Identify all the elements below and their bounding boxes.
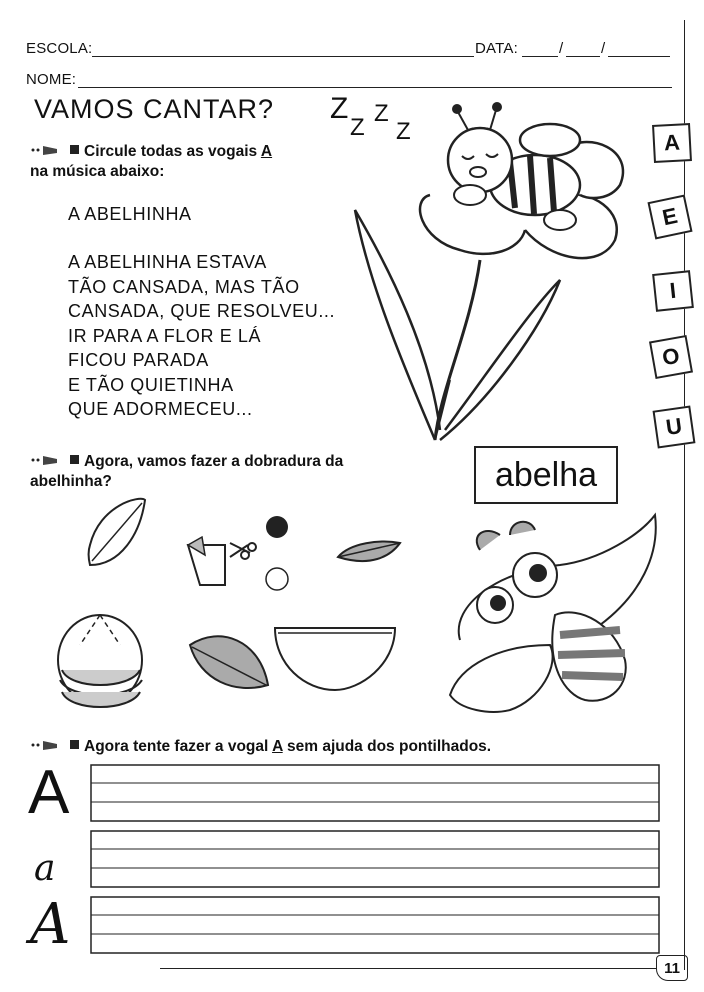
page-margin-line (684, 20, 685, 970)
song-line[interactable]: QUE ADORMECEU... (68, 399, 253, 419)
date-separator: / (601, 40, 606, 57)
origami-steps-illustration (40, 495, 680, 730)
vowel-card-o[interactable] (649, 335, 693, 379)
instruction-write-vowel (30, 737, 491, 757)
practice-letter-uppercase-cursive: A (30, 892, 71, 957)
practice-letter-lowercase-cursive: a (34, 848, 56, 889)
school-line[interactable] (92, 56, 474, 57)
bee-on-flower-illustration (350, 100, 650, 460)
vowel-letter: U (664, 413, 684, 440)
instruction-text-end: sem ajuda dos pontilhados. (282, 738, 492, 755)
instruction-text-line2: na música abaixo: (30, 163, 165, 180)
name-label: NOME: (26, 71, 77, 88)
pencil-bullet-icon (30, 737, 80, 757)
footer-line (160, 968, 656, 969)
song-title[interactable]: A ABELHINHA (68, 204, 192, 224)
highlighted-vowel: A (260, 143, 273, 160)
pencil-bullet-icon (30, 452, 80, 472)
sleep-z: Z (330, 92, 349, 125)
school-label: ESCOLA: (26, 40, 93, 57)
page-number: 11 (656, 955, 688, 981)
instruction-text: Agora, vamos fazer a dobradura da (84, 453, 344, 470)
song-line[interactable]: CANSADA, QUE RESOLVEU... (68, 301, 336, 321)
sleep-z: Z (374, 100, 389, 127)
date-day-line[interactable] (522, 56, 558, 57)
practice-letter-uppercase-print: A (28, 758, 70, 827)
vowel-letter: I (668, 277, 678, 304)
writing-box[interactable] (91, 765, 659, 821)
song-line[interactable]: A ABELHINHA ESTAVA (68, 252, 267, 272)
word-card-abelha: abelha (474, 446, 618, 504)
date-separator: / (559, 40, 564, 57)
song-line[interactable]: IR PARA A FLOR E LÁ (68, 325, 262, 346)
song-line[interactable]: FICOU PARADA (68, 350, 209, 370)
vowel-card-e[interactable] (647, 194, 692, 239)
vowel-letter: E (660, 202, 680, 231)
vowel-card-u[interactable] (653, 406, 696, 449)
page-title: VAMOS CANTAR? (34, 94, 275, 124)
vowel-card-i[interactable] (652, 270, 694, 312)
instruction-text: Circule todas as vogais (84, 143, 261, 160)
sleep-z: Z (396, 118, 411, 145)
writing-box[interactable] (91, 897, 659, 953)
date-month-line[interactable] (566, 56, 600, 57)
vowel-letter: A (663, 129, 681, 156)
name-line[interactable] (78, 87, 672, 88)
song-line[interactable]: TÃO CANSADA, MAS TÃO (68, 276, 300, 297)
pencil-bullet-icon (30, 142, 80, 162)
date-year-line[interactable] (608, 56, 670, 57)
writing-practice-area[interactable] (90, 764, 662, 960)
instruction-circle-vowels (30, 142, 272, 182)
vowel-letter: O (660, 342, 682, 371)
instruction-fold-bee (30, 452, 343, 492)
song-lyrics[interactable] (68, 250, 335, 422)
song-line[interactable]: E TÃO QUIETINHA (68, 374, 234, 395)
instruction-text-line2: abelhinha? (30, 473, 112, 490)
sleep-z: Z (350, 114, 365, 141)
highlighted-vowel: A (272, 738, 283, 755)
instruction-text: Agora tente fazer a vogal (84, 738, 273, 755)
date-label: DATA: (475, 40, 518, 57)
writing-box[interactable] (91, 831, 659, 887)
vowel-card-a[interactable] (652, 123, 692, 163)
